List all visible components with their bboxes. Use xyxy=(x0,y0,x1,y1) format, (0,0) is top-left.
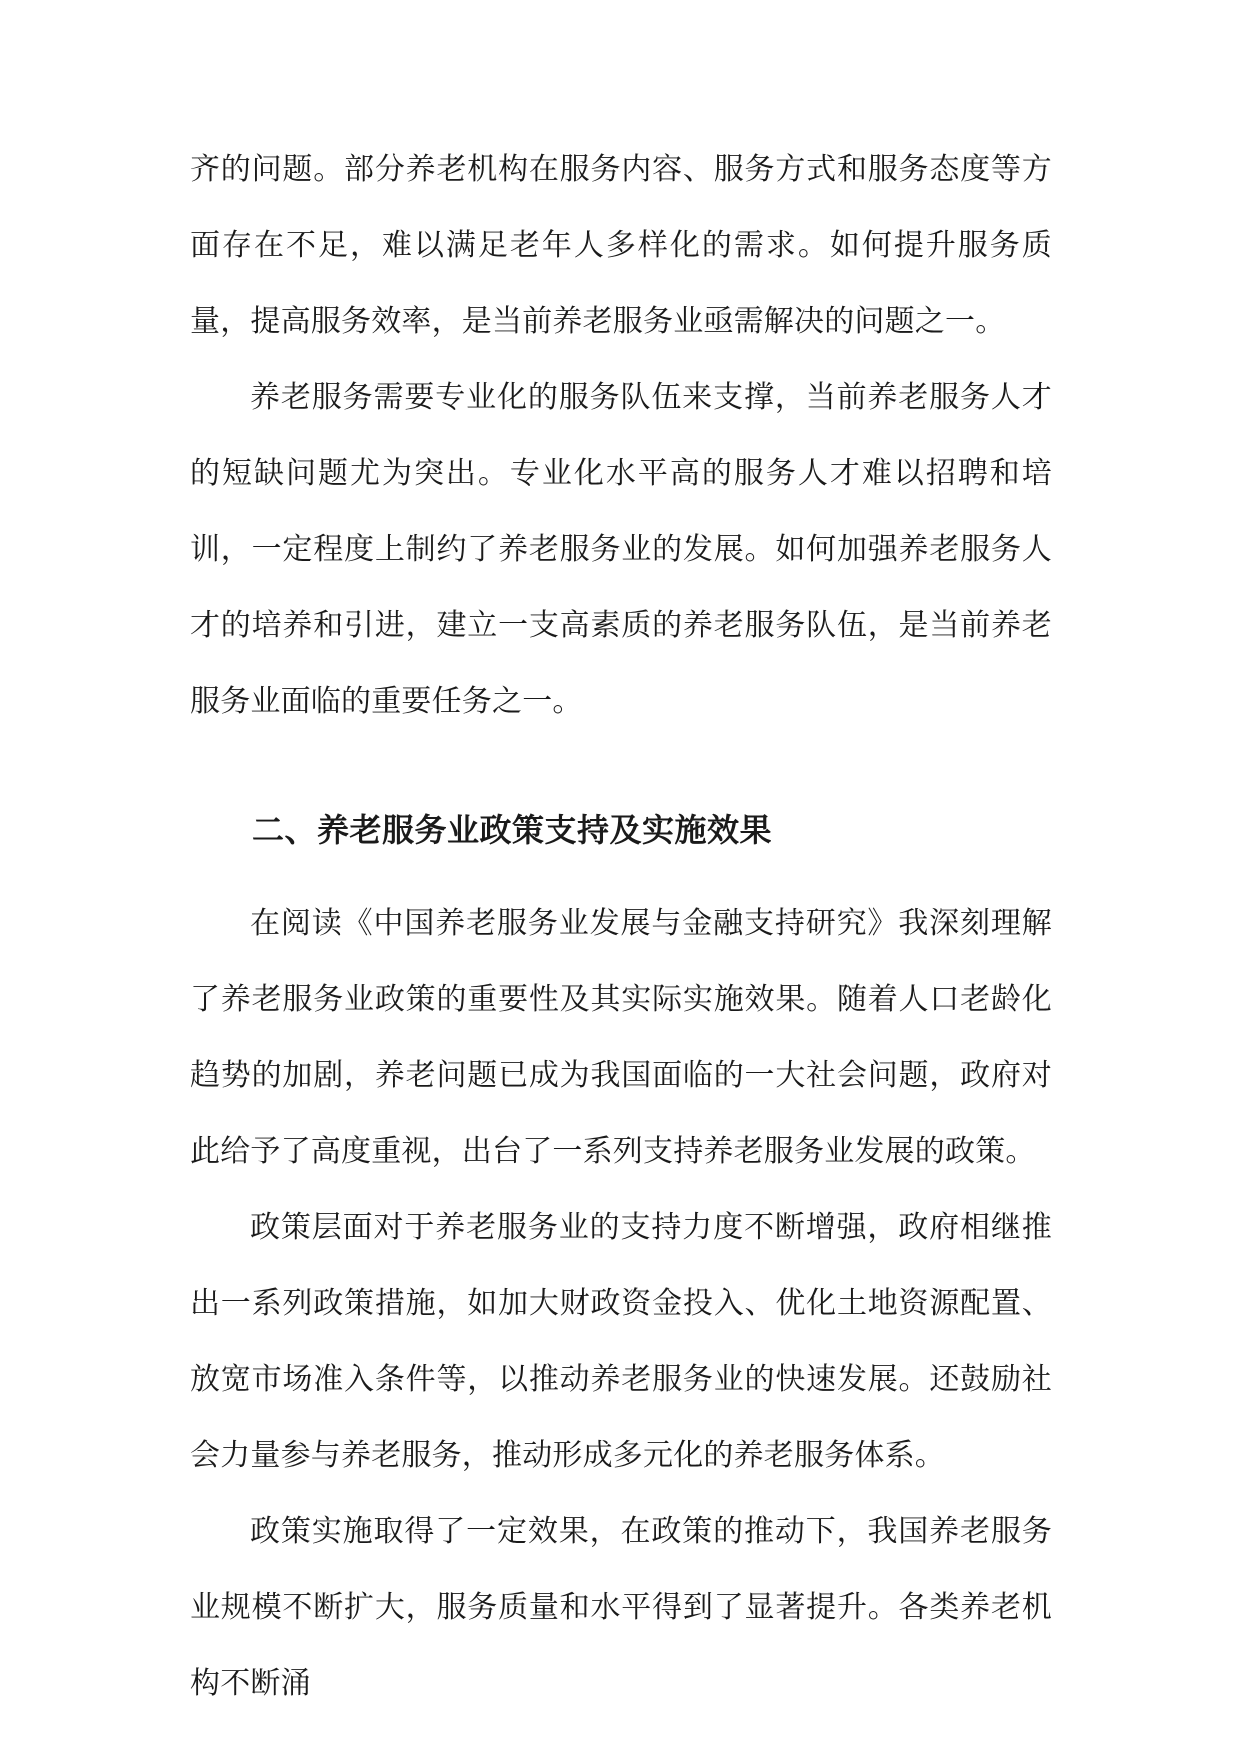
section-heading: 二、养老服务业政策支持及实施效果 xyxy=(252,811,773,849)
document-body xyxy=(190,132,1052,1722)
paragraph-continued: 齐的问题。部分养老机构在服务内容、服务方式和服务态度等方面存在不足，难以满足老年人多样化的需求。如何提升服务质量，提高服务效率，是当前养老服务业亟需解决的问题之一。 xyxy=(190,152,1052,339)
paragraph-talent-shortage: 养老服务需要专业化的服务队伍来支撑，当前养老服务人才的短缺问题尤为突出。专业化水平高的服务人才难以招聘和培训，一定程度上制约了养老服务业的发展。如何加强养老服务人才的培养和引进，建立一支高素质的养老服务队伍，是当前养老服务业面临的重要任务之一。 xyxy=(190,380,1052,719)
paragraph-policy-effect: 政策实施取得了一定效果，在政策的推动下，我国养老服务业规模不断扩大，服务质量和水平得到了显著提升。各类养老机构不断涌 xyxy=(190,1514,1052,1701)
paragraph-policy-support: 政策层面对于养老服务业的支持力度不断增强，政府相继推出一系列政策措施，如加大财政资金投入、优化土地资源配置、放宽市场准入条件等，以推动养老服务业的快速发展。还鼓励社会力量参与养老服务，推动形成多元化的养老服务体系。 xyxy=(190,1210,1052,1473)
paragraph-policy-importance: 在阅读《中国养老服务业发展与金融支持研究》我深刻理解了养老服务业政策的重要性及其实际实施效果。随着人口老龄化趋势的加剧，养老问题已成为我国面临的一大社会问题，政府对此给予了高度重视，出台了一系列支持养老服务业发展的政策。 xyxy=(190,906,1052,1169)
